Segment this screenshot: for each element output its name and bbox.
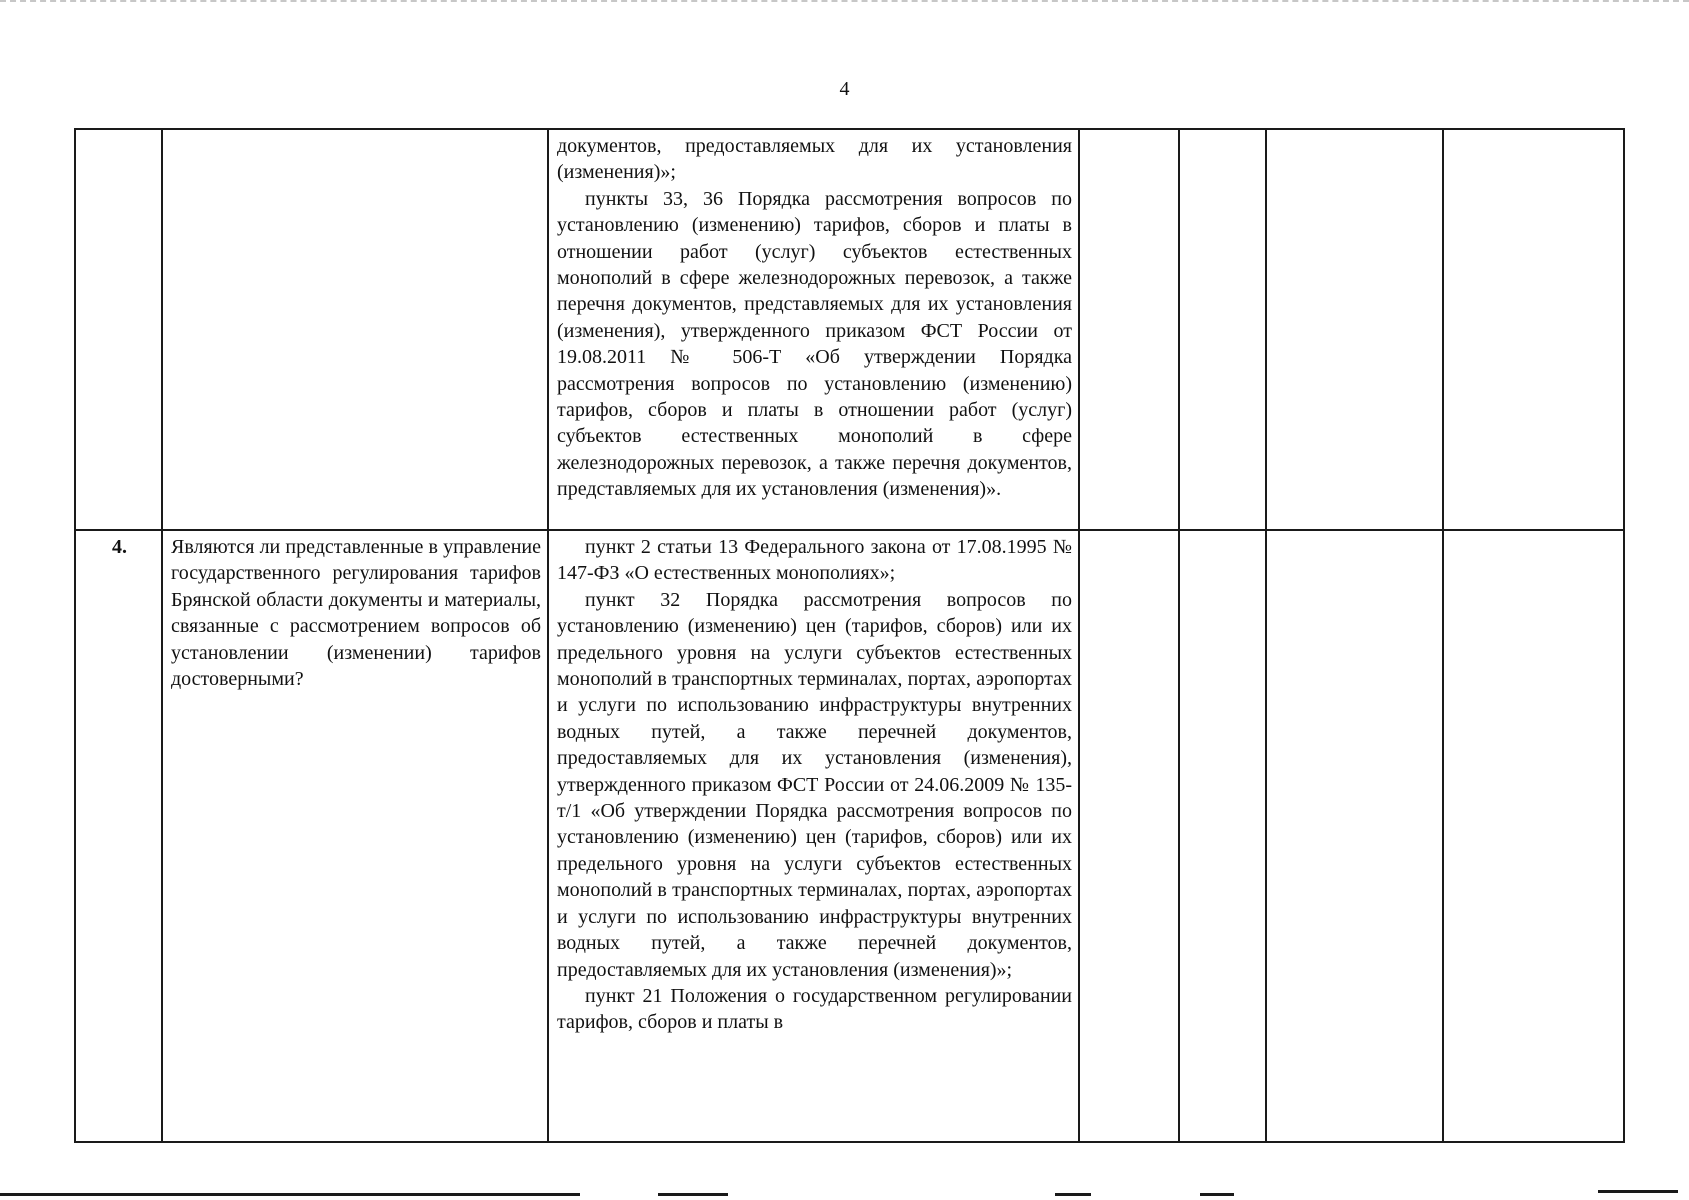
legal-basis-paragraph: пункт 32 Порядка рассмотрения вопросов по установлению (изменению) цен (тарифов, сборов) или их предельного уровня на услуги субъектов естественных монополий в транспортных терминалах, портах, аэропортах и услуги по использованию инфраструктуры внутренних водных путей, а также перечней документов, предоставляемых для их установления (изменения), утвержденного приказом ФСТ России от 24.06.2009 № 135-т/1 «Об утверждении Порядка рассмотрения вопросов по установлению (изменению) цен (тарифов, сборов) или их предельного уровня на услуги субъектов естественных монополий в транспортных терминалах, портах, аэропортах и услуги по использованию инфраструктуры внутренних водных путей, а также перечней документов, предоставляемых для их установления (изменения)»; <box>557 588 1072 981</box>
scan-artifact-bottom-line <box>1598 1190 1678 1193</box>
legal-basis-cell <box>548 530 1079 1142</box>
legal-basis-paragraph: документов, предоставляемых для их установления (изменения)»; <box>557 135 1072 184</box>
row-number-cell <box>75 129 162 530</box>
legal-basis-paragraph: пункт 2 статьи 13 Федерального закона от 17.08.1995 № 147-ФЗ «О естественных монополиях»; <box>557 536 1072 585</box>
legal-basis-paragraph: пункты 33, 36 Порядка рассмотрения вопросов по установлению (изменению) тарифов, сборов и платы в отношении работ (услуг) субъектов естественных монополий в сфере железнодорожных перевозок, а также перечня документов, представляемых для их установления (изменения), утвержденного приказом ФСТ России от 19.08.2011 № 506-Т «Об утверждении Порядка рассмотрения вопросов по установлению (изменению) тарифов, сборов и платы в отношении работ (услуг) субъектов естественных монополий в сфере железнодорожных перевозок, а также перечня документов, представляемых для их установления (изменения)». <box>557 187 1072 501</box>
empty-cell <box>1179 530 1266 1142</box>
scan-artifact-top <box>0 0 1689 8</box>
empty-cell <box>1079 129 1179 530</box>
scan-artifact-bottom-line <box>658 1193 728 1196</box>
legal-basis-paragraph: пункт 21 Положения о государственном регулировании тарифов, сборов и платы в <box>557 984 1072 1034</box>
empty-cell <box>1266 129 1443 530</box>
legal-basis-cell <box>548 129 1079 530</box>
empty-cell <box>1079 530 1179 1142</box>
scan-artifact-bottom-line <box>1055 1193 1091 1196</box>
checklist-table <box>74 128 1625 1143</box>
question-cell: Являются ли представленные в управление государственного регулирования тарифов Брянской области документы и материалы, связанные с рассмотрением вопросов об установлении (изменении) тарифов достоверными? <box>162 530 548 1142</box>
question-cell <box>162 129 548 530</box>
row-number-cell: 4. <box>75 530 162 1142</box>
scan-artifact-bottom-line <box>1200 1193 1234 1196</box>
scan-artifact-bottom-line <box>0 1193 580 1196</box>
empty-cell <box>1266 530 1443 1142</box>
empty-cell <box>1443 129 1624 530</box>
page-number: 4 <box>839 78 850 100</box>
table-row <box>75 530 1624 1142</box>
legal-basis-content <box>557 534 1072 1141</box>
empty-cell <box>1179 129 1266 530</box>
table-row <box>75 129 1624 530</box>
empty-cell <box>1443 530 1624 1142</box>
